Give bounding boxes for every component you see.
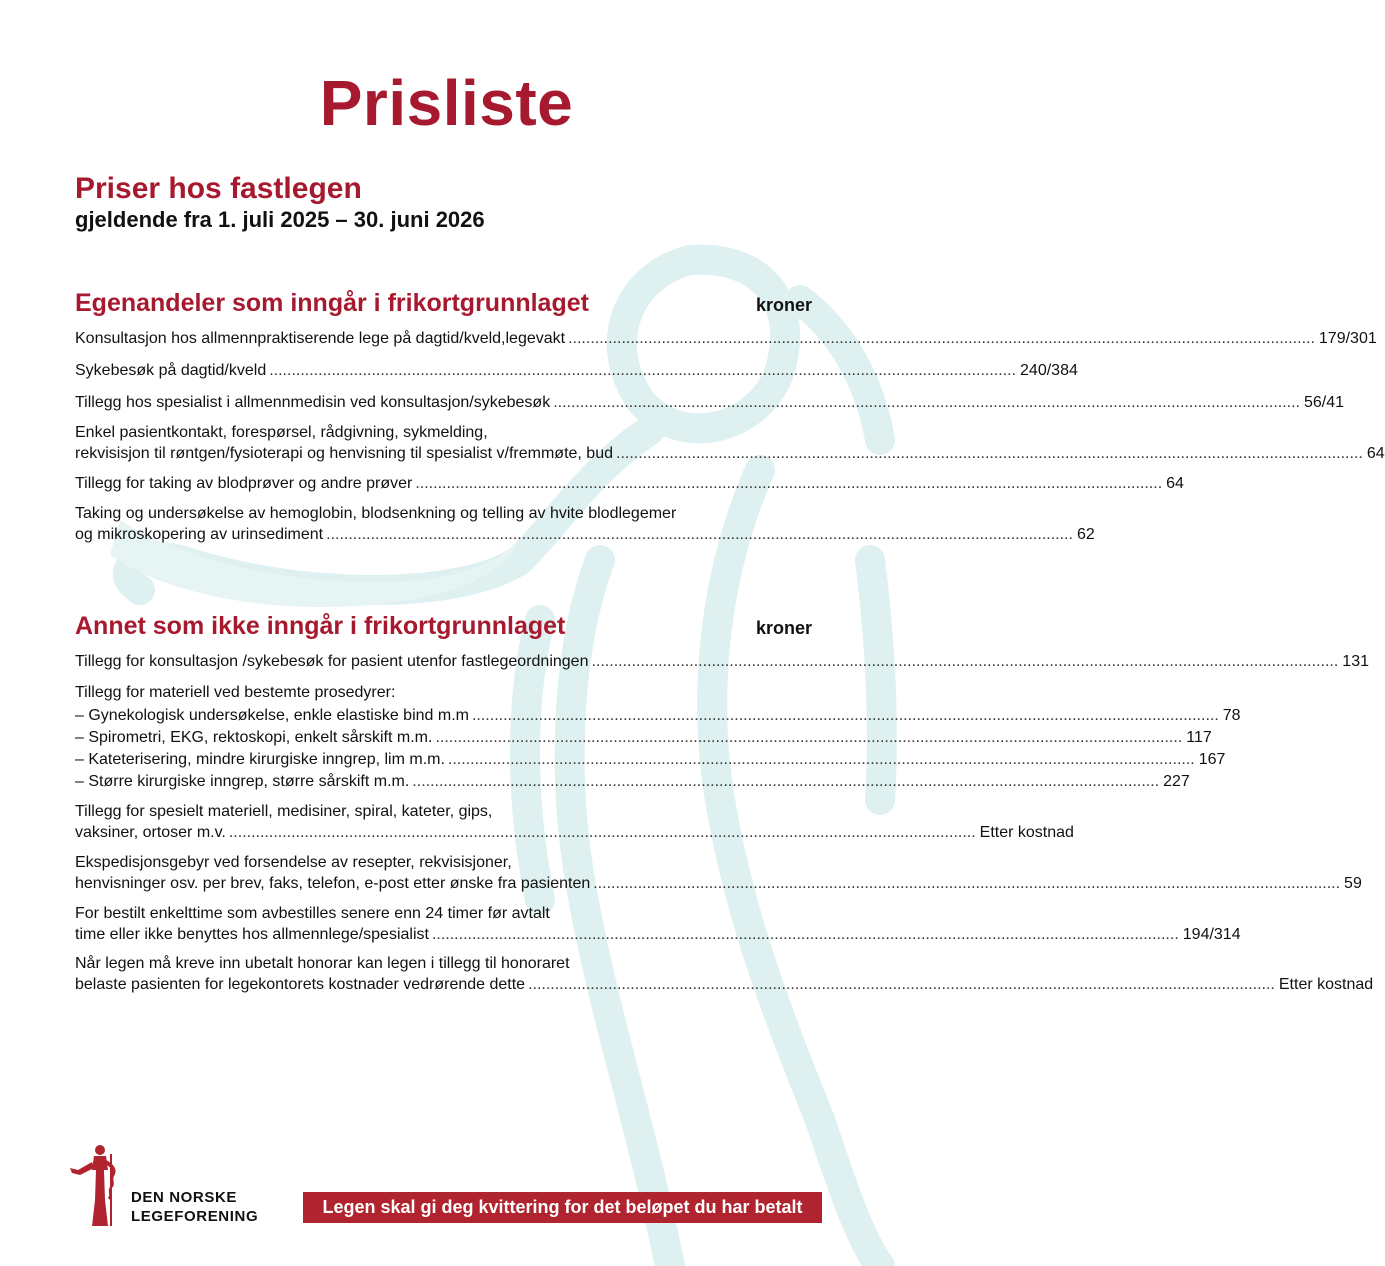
row-price: 78 [1222,707,1241,724]
price-row [75,392,1345,413]
row-price: Etter kostnad [979,824,1074,841]
row-price: 56/41 [1304,394,1345,411]
row-text: – Kateterisering, mindre kirurgiske inngrep, lim m.m. [75,751,445,768]
org-line-2: LEGEFORENING [131,1208,259,1225]
row-text: – Spirometri, EKG, rektoskopi, enkelt sårskift m.m. [75,729,433,746]
price-row [75,651,1369,672]
row-price: 59 [1344,875,1362,892]
row-text: Tillegg for konsultasjon /sykebesøk for pasient utenfor fastlegeordningen [75,653,589,670]
group-header-row [75,682,812,703]
leader-dots: ........................................................................................................................................................................ [528,976,1275,993]
row-text-line: Enkel pasientkontakt, forespørsel, rådgivning, sykmelding, [75,424,488,441]
leader-dots: ........................................................................................................................................................................ [471,707,1219,724]
leader-dots: ........................................................................................................................................................................ [447,751,1195,768]
price-row [75,727,1212,748]
price-row [75,749,1226,770]
price-row [75,422,1385,464]
leader-dots: ........................................................................................................................................................................ [228,824,976,841]
row-text: rekvisisjon til røntgen/fysioterapi og henvisning til spesialist v/fremmøte, bud [75,445,613,462]
row-text-line: Ekspedisjonsgebyr ved forsendelse av resepter, rekvisisjoner, [75,854,512,871]
row-price: 64 [1366,445,1385,462]
row-text-line: Tillegg for spesielt materiell, medisiner, spiral, kateter, gips, [75,803,493,820]
leader-dots: ........................................................................................................................................................................ [591,653,1339,670]
section-title: Annet som ikke inngår i frikortgrunnlaget [75,612,566,640]
section-header-non-frikort [75,612,812,642]
row-text-line: Taking og undersøkelse av hemoglobin, blodsenkning og telling av hvite blodlegemer [75,505,677,522]
asclepius-logo-icon [68,1140,128,1230]
price-row [75,473,1184,494]
price-row [75,360,1078,381]
row-price: 167 [1198,751,1226,768]
row-text: Tillegg hos spesialist i allmennmedisin ved konsultasjon/sykebesøk [75,394,551,411]
row-text: – Gynekologisk undersøkelse, enkle elastiske bind m.m [75,707,469,724]
row-text: og mikroskopering av urinsediment [75,526,324,543]
validity-period: gjeldende fra 1. juli 2025 – 30. juni 2026 [75,207,485,232]
row-text: vaksiner, ortoser m.v. [75,824,226,841]
row-text-line: Når legen må kreve inn ubetalt honorar kan legen i tillegg til honoraret [75,955,570,972]
price-row [75,852,1362,894]
leader-dots: ........................................................................................................................................................................ [412,773,1160,790]
row-text: Konsultasjon hos allmennpraktiserende lege på dagtid/kveld,legevakt [75,330,566,347]
row-price: 227 [1163,773,1190,790]
row-price: 131 [1342,653,1369,670]
price-row [75,801,1074,843]
leader-dots: ........................................................................................................................................................................ [326,526,1073,543]
unit-label: kroner [755,618,812,638]
row-text-line: For bestilt enkelttime som avbestilles senere enn 24 timer før avtalt [75,905,550,922]
price-row [75,705,1241,726]
row-text: belaste pasienten for legekontorets kostnader vedrørende dette [75,976,526,993]
leader-dots: ........................................................................................................................................................................ [269,362,1017,379]
row-price: 240/384 [1020,362,1078,379]
receipt-banner: Legen skal gi deg kvittering for det beløpet du har betalt [303,1192,822,1223]
leader-dots: ........................................................................................................................................................................ [415,475,1163,492]
leader-dots: ........................................................................................................................................................................ [616,445,1363,462]
leader-dots: ........................................................................................................................................................................ [568,330,1315,347]
section-header-frikort [75,289,812,319]
organization-name [131,1188,258,1226]
page-title: Prisliste [319,67,574,139]
group-header-text: Tillegg for materiell ved bestemte prosedyrer: [75,684,396,701]
subtitle: Priser hos fastlegen [75,172,362,205]
leader-dots: ........................................................................................................................................................................ [593,875,1341,892]
unit-label: kroner [755,295,812,315]
row-price: 117 [1186,729,1212,746]
leader-dots: ........................................................................................................................................................................ [435,729,1183,746]
price-row [75,953,1374,995]
row-text: Sykebesøk på dagtid/kveld [75,362,267,379]
leader-dots: ........................................................................................................................................................................ [553,394,1300,411]
section-title: Egenandeler som inngår i frikortgrunnlaget [75,289,589,317]
price-row [75,903,1241,945]
price-row [75,771,1190,792]
row-price: 179/301 [1318,330,1377,347]
row-text: time eller ikke benyttes hos allmennlege/spesialist [75,926,429,943]
row-price: Etter kostnad [1278,976,1374,993]
row-price: 64 [1166,475,1184,492]
row-text: henvisninger osv. per brev, faks, telefon, e-post etter ønske fra pasienten [75,875,591,892]
row-price: 62 [1076,526,1095,543]
row-text: Tillegg for taking av blodprøver og andre prøver [75,475,413,492]
price-row [75,328,1377,349]
leader-dots: ........................................................................................................................................................................ [431,926,1179,943]
row-price: 194/314 [1182,926,1241,943]
price-row [75,503,1095,545]
org-line-1: DEN NORSKE [131,1189,238,1206]
row-text: – Større kirurgiske inngrep, større sårskift m.m. [75,773,410,790]
